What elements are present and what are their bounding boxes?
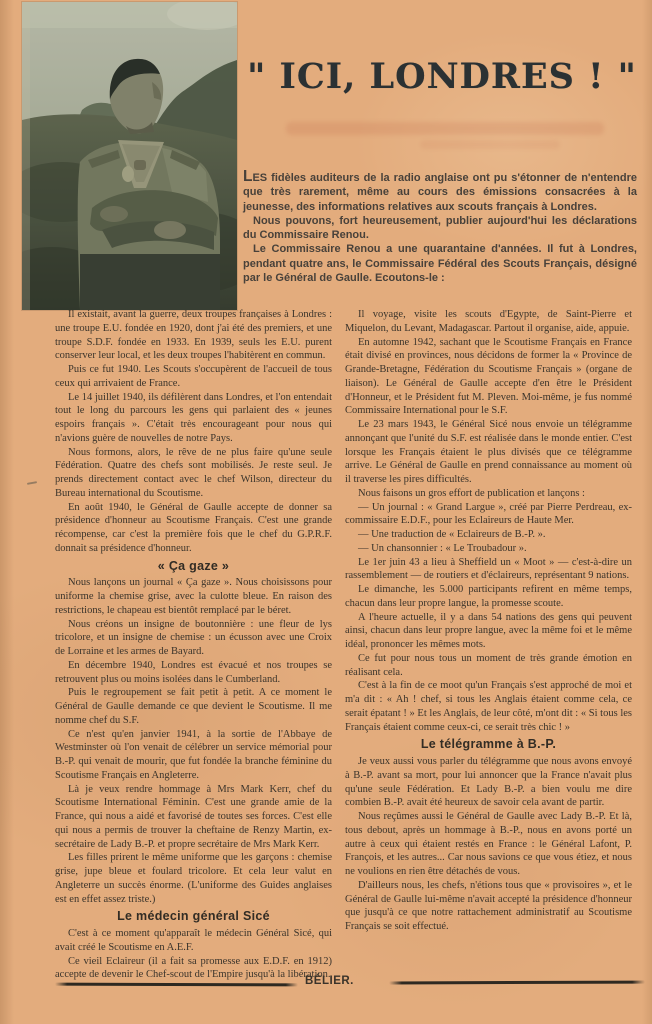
body-paragraph: En décembre 1940, Londres est évacué et nos troupes se retrouvent plus ou moins isolées dans le Cumberland.	[55, 659, 332, 685]
body-paragraph: En août 1940, le Général de Gaulle accepte de donner sa présidence d'honneur au Scoutisme Français. C'est une grande récompense, car c'est la première fois que le chef du G.P.R.F. donnait sa présidence d'honneur.	[55, 501, 332, 554]
margin-mark	[27, 481, 37, 485]
body-paragraph: Nous formons, alors, le rêve de ne plus faire qu'une seule Fédération. Quatre des chefs sont mobilisés. Je reste seul. Je prends directement contact avec le chef Wilson, directeur du Bureau international du Scoutisme.	[55, 446, 332, 499]
signature-rule-left	[55, 983, 298, 987]
intro-paragraph: Le Commissaire Renou a une quarantaine d'années. Il fut à Londres, pendant quatre ans, le Commissaire Fédéral des Scouts Français, désigné par le Général de Gaulle. Ecoutons-le :	[243, 243, 637, 285]
red-ink-showthrough	[286, 122, 604, 135]
right-column	[345, 308, 632, 980]
body-paragraph: Nous lançons un journal « Ça gaze ». Nous choisissons pour uniforme la chemise grise, avec la culotte bleue. En raison des restrictions, le chapeau est bientôt remplacé par le béret.	[55, 577, 332, 616]
body-paragraph: A l'heure actuelle, il y a dans 54 nations des gens qui peuvent ainsi, chacun dans leur propre langue, avec la même foi et le même idéal, prononcer les mêmes mots.	[345, 611, 632, 650]
body-paragraph: Le 1er juin 43 a lieu à Sheffield un « Moot » — c'est-à-dire un rassemblement — de routiers et d'éclaireurs, représentant 9 nations.	[345, 556, 632, 582]
body-paragraph: Le dimanche, les 5.000 participants refirent en même temps, chacun dans leur propre langue, la promesse scoute.	[345, 584, 632, 609]
lead-initial: L	[243, 168, 253, 185]
list-item-paragraph: — Un journal : « Grand Largue », créé par Pierre Perdreau, ex-commissaire E.D.F., pour les Eclaireurs de Haute Mer.	[345, 501, 632, 527]
body-paragraph: C'est à la fin de ce moot qu'un Français s'est approché de moi et m'a dit : « Ah ! chef, si tous les Anglais étaient comme cela, ce serait épatant ! » Et les Anglais, de leur côté, m'ont dit : « Si tous les Français étaient comme ceux-ci, ce serait très chic ! »	[345, 680, 632, 733]
body-paragraph: Il voyage, visite les scouts d'Egypte, de Saint-Pierre et Miquelon, du Levant, Madagascar. Partout il organise, aide, appuie.	[345, 309, 632, 334]
body-paragraph: C'est à ce moment qu'apparaît le médecin Général Sicé, qui avait créé le Scoutisme en A.E.F.	[55, 928, 332, 953]
body-paragraph: Il existait, avant la guerre, deux troupes françaises à Londres : une troupe E.U. fondée en 1920, dont j'ai été des premiers, et une troupe S.D.F. fondée en 1933. En 1939, seuls les E.U. purent conserver leur local, et les deux troupes l'habitèrent en commun.	[55, 309, 332, 362]
intro-block	[243, 168, 637, 285]
body-paragraph: En automne 1942, sachant que le Scoutisme Français en France était divisé en provinces, nous décidons de former la « Province de Grande-Bretagne, Fédération du Scoutisme Français » (organe de liaison). Le Général de Gaulle accepte d'en être le Président d'Honneur, et le Président fut M. Pleven. Moi-même, je fus nommé Commissaire International pour le S.F.	[345, 336, 632, 417]
body-paragraph: Le 23 mars 1943, le Général Sicé nous envoie un télégramme annonçant que l'unité du S.F. est réalisée dans le monde entier. C'est lorsque les Français étaient le plus divisés que ce télégramme arrive. Le Général de Gaulle en prend connaissance au moment où il traverse les pires difficultés.	[345, 419, 632, 485]
body-paragraph: Ce vieil Eclaireur (il a fait sa promesse aux E.D.F. en 1912) accepte de devenir le Chef-scout de l'Empire jusqu'à la libération.	[55, 955, 332, 980]
left-column	[55, 308, 332, 980]
section-heading-telegramme: Le télégramme à B.-P.	[420, 737, 557, 752]
body-paragraph: Là je veux rendre hommage à Mrs Mark Kerr, chef du Scoutisme International Féminin. C'est une grande amie de la France, qui nous a aidé et favorisé de toutes ses forces. C'est elle qui nous a permis de trouver la cheftaine de Renzy Martin, ex-secrétaire de Lady B.-P. et propre secrétaire de Mrs Mark Kerr.	[55, 783, 332, 850]
body-paragraph: Le 14 juillet 1940, ils défilèrent dans Londres, et l'on entendait tout le long du parcours les gens qui parlaient des « jeunes espoirs français ». C'était très encourageant pour nous qui n'avions guère de nouvelles de notre Pays.	[55, 391, 332, 444]
signature-row	[55, 974, 645, 990]
red-ink-showthrough-2	[420, 140, 560, 149]
body-paragraph: Ce n'est qu'en janvier 1941, à la sortie de l'Abbaye de Westminster où l'on venait de célébrer un service mémorial pour B.-P. qui venait de mourir, que fut fondée la branche féminine du Scoutisme Français en Angleterre.	[55, 728, 332, 781]
signature-label: BÉLIER.	[305, 975, 354, 987]
intro-paragraph: Nous pouvons, fort heureusement, publier aujourd'hui les déclarations du Commissaire Renou.	[243, 214, 637, 242]
body-paragraph: D'ailleurs nous, les chefs, n'étions tous que « provisoires », et le Général de Gaulle lui-même n'avait accepté la présidence d'honneur que jusqu'à ce que notre rattachement administratif au Scoutisme Français se soit effectué.	[345, 879, 632, 932]
list-item-paragraph: — Un chansonnier : « Le Troubadour ».	[358, 542, 527, 554]
body-paragraph: Puis le regroupement se fait petit à petit. A ce moment le Général de Gaulle demande ce que devient le Scoutisme. Il me nomme chef du S.F.	[55, 687, 332, 726]
body-paragraph: Nous créons un insigne de boutonnière : une fleur de lys tricolore, et un insigne de chemise : un écusson avec une Croix de Lorraine et les armes de Bayard.	[55, 618, 332, 657]
body-paragraph: Nous faisons un gros effort de publication et lançons :	[358, 487, 585, 499]
intro-paragraph-text: ES fidèles auditeurs de la radio anglaise ont pu s'étonner de n'entendre que très rarement, même au cours des émissions consacrées à la jeunesse, des informations relatives aux scouts français à Londres.	[243, 172, 637, 213]
body-paragraph: Ce fut pour nous tous un moment de très grande émotion en réalisant cela.	[345, 652, 632, 678]
page-title: " ICI, LONDRES ! "	[247, 56, 637, 97]
list-item-paragraph: — Une traduction de « Eclaireurs de B.-P. ».	[358, 529, 546, 540]
intro-paragraph	[243, 168, 637, 214]
body-paragraph: Je veux aussi vous parler du télégramme que nous avons envoyé à B.-P. avant sa mort, pour lui annoncer que la France n'avait plus qu'une seule Fédération. Et Lady B.-P. a bien voulu me dire combien B.-P. avait été heureux de savoir cela avant de partir.	[345, 756, 632, 809]
section-heading-ca-gaze: « Ça gaze »	[157, 558, 230, 573]
portrait-photo	[22, 2, 237, 310]
section-heading-sice: Le médecin général Sicé	[117, 909, 270, 924]
signature-rule-right	[389, 981, 645, 985]
portrait-photo-art	[22, 2, 237, 310]
body-paragraph: Les filles prirent le même uniforme que les garçons : chemise grise, jupe bleue et foulard tricolore. Et cela leur valut en Angleterre un succès énorme. (L'uniforme des Guides anglaises est en effet assez triste.)	[55, 852, 332, 905]
body-paragraph: Puis ce fut 1940. Les Scouts s'occupèrent de l'accueil de tous ceux qui arrivaient de France.	[55, 364, 332, 389]
body-paragraph: Nous reçûmes aussi le Général de Gaulle avec Lady B.-P. Et là, tous debout, après un hommage à B.-P., nous en avons porté un autre à ceux qui étaient restés en France : le Général Lafont, P. François, et les autres... Car nous savions ce que vous étiez, et nous ne voulions en rien être détachés de vous.	[345, 811, 632, 877]
